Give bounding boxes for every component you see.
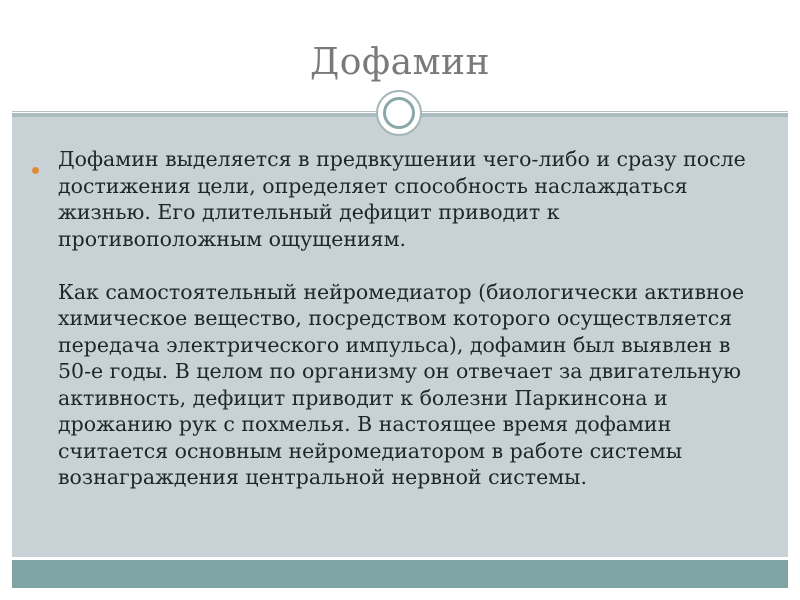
bullet-dot-icon (32, 167, 39, 174)
circle-ornament-icon (376, 90, 422, 136)
bullet-paragraph-2: Как самостоятельный нейромедиатор (биологически активное химическое вещество, посредством которого осуществляется передача электрического импульса), дофамин был выявлен в 50-е годы. В целом по организму он отвечает за двигательную активность, дефицит приводит к болезни Паркинсона и дрожанию рук с похмелья. В настоящее время дофамин считается основным нейромедиатором в работе системы вознаграждения центральной нервной системы. (58, 279, 745, 489)
slide-title: Дофамин (309, 42, 491, 83)
slide-frame (12, 12, 788, 588)
bullet-text (58, 146, 763, 491)
circle-ornament-inner (383, 97, 415, 129)
footer-band (12, 560, 788, 588)
bullet-paragraph-1: Дофамин выделяется в предвкушении чего-либо и сразу после достижения цели, определяет способность наслаждаться жизнью. Его длительный дефицит приводит к противоположным ощущениям. (58, 147, 746, 251)
